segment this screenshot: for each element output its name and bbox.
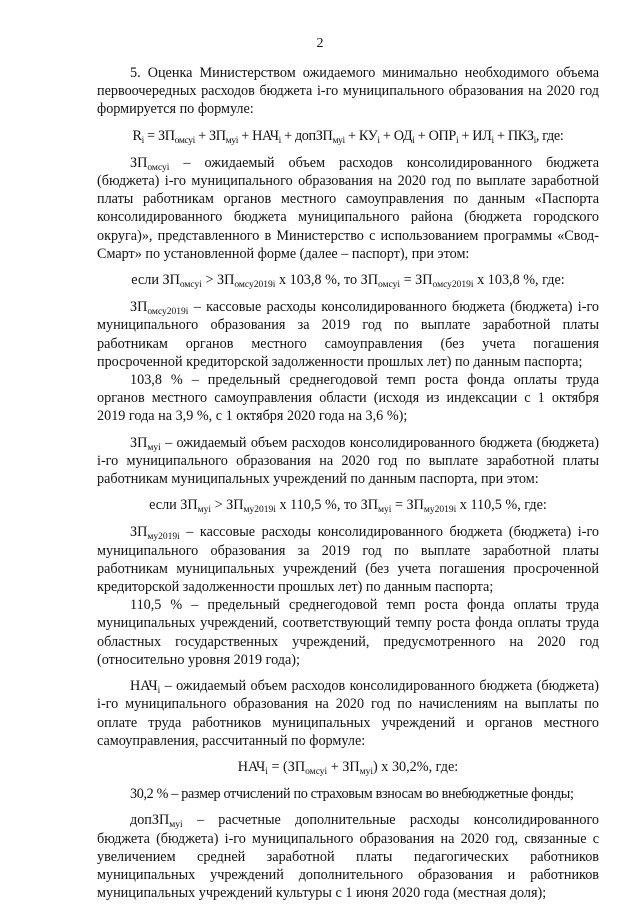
definition-nach: $НАЧ_i$ – ожидаемый объем расходов консолидированного бюджета (бюджета) i-го муниципального образования на 2020 год по начислениям на выплаты по оплате труда работников муниципальных учреждений и органов местного самоуправления, рассчитанный по формуле: (97, 678, 599, 749)
definition-rate-110-5: 110,5 % – предельный среднегодовой темп роста фонда оплаты труда муниципальных учреждений, соответствующий темпу роста фонда оплаты труда областных государственных учреждений, предусмотренного на 2020 год (относительно уровня 2019 года); (97, 597, 599, 668)
formula-r-i: $R_i = ЗП_{омсуi} + ЗП_{муi} + НАЧ_i$ + допЗП$_{муi}$ + $КУ_i + ОД_i + ОПР_i + ИЛ_i + ПКЗ_i$, где: (132, 127, 564, 146)
definition-zp-omsu: $ЗП_{омсуi}$ – ожидаемый объем расходов консолидированного бюджета (бюджета) i-го муниципального образования на 2020 год по выплате заработной платы работникам органов местного самоуправления по данным «Паспорта консолидированного бюджета муниципального района (бюджета городского округа)», представленного в Министерство с использованием программы «Свод-Смарт» по установленной форме (далее – паспорт), при этом: (97, 154, 599, 262)
definition-zp-mu-2019: $ЗП_{му2019i}$ – кассовые расходы консолидированного бюджета (бюджета) i-го муниципального образования за 2019 год по выплате заработной платы работникам муниципальных учреждений (без учета погашения просроченной кредиторской задолженности прошлых лет) по данным паспорта; (97, 524, 599, 596)
definition-dop-zp-mu: допЗП$_{муi}$ – расчетные дополнительные расходы консолидированного бюджета (бюджета) i-го муниципального образования на 2020 год, связанные с увеличением средней заработной платы педагогических работников муниципальных учреждений дополнительного образования и работников муниципальных учреждений культуры с 1 июня 2020 года (местная доля); (97, 812, 599, 902)
definition-zp-mu: $ЗП_{муi}$ – ожидаемый объем расходов консолидированного бюджета (бюджета) i-го муниципального образования на 2020 год по выплате заработной платы работникам муниципальных учреждений по данным паспорта, при этом: (97, 434, 599, 488)
definition-zp-omsu-2019: $ЗП_{омсу2019i}$ – кассовые расходы консолидированного бюджета (бюджета) i-го муниципального образования за 2019 год по выплате заработной платы работникам органов местного самоуправления (без учета погашения просроченной кредиторской задолженности прошлых лет) по данным паспорта; (97, 299, 599, 370)
formula-zp-mu-condition: если $ЗП_{муi} > ЗП_{му2019i}$ х 110,5 %, то $ЗП_{муi} = ЗП_{му2019i}$ х 110,5 %, где: (149, 497, 547, 516)
document-body (97, 64, 599, 902)
page-number: 2 (316, 36, 324, 51)
definition-rate-103-8: 103,8 % – предельный среднегодовой темп роста фонда оплаты труда органов местного самоуправления области (исходя из индексации с 1 октября 2019 года на 3,9 %, с 1 октября 2020 года на 3,6 %); (97, 372, 599, 425)
formula-zp-omsu-condition: если $ЗП_{омсуi} > ЗП_{омсу2019i}$ х 103,8 %, то $ЗП_{омсуi} = ЗП_{омсу2019i}$ х 103,8 %, где: (131, 272, 565, 291)
definition-rate-30-2: 30,2 % – размер отчислений по страховым взносам во внебюджетные фонды; (130, 786, 574, 803)
formula-nach: $НАЧ_i = (ЗП_{омсуi} + ЗП_{муi})$ х 30,2%, где: (237, 758, 459, 777)
paragraph-5-intro: 5. Оценка Министерством ожидаемого минимально необходимого объема первоочередных расходов бюджета i-го муниципального образования на 2020 год формируется по формуле: (97, 65, 599, 118)
